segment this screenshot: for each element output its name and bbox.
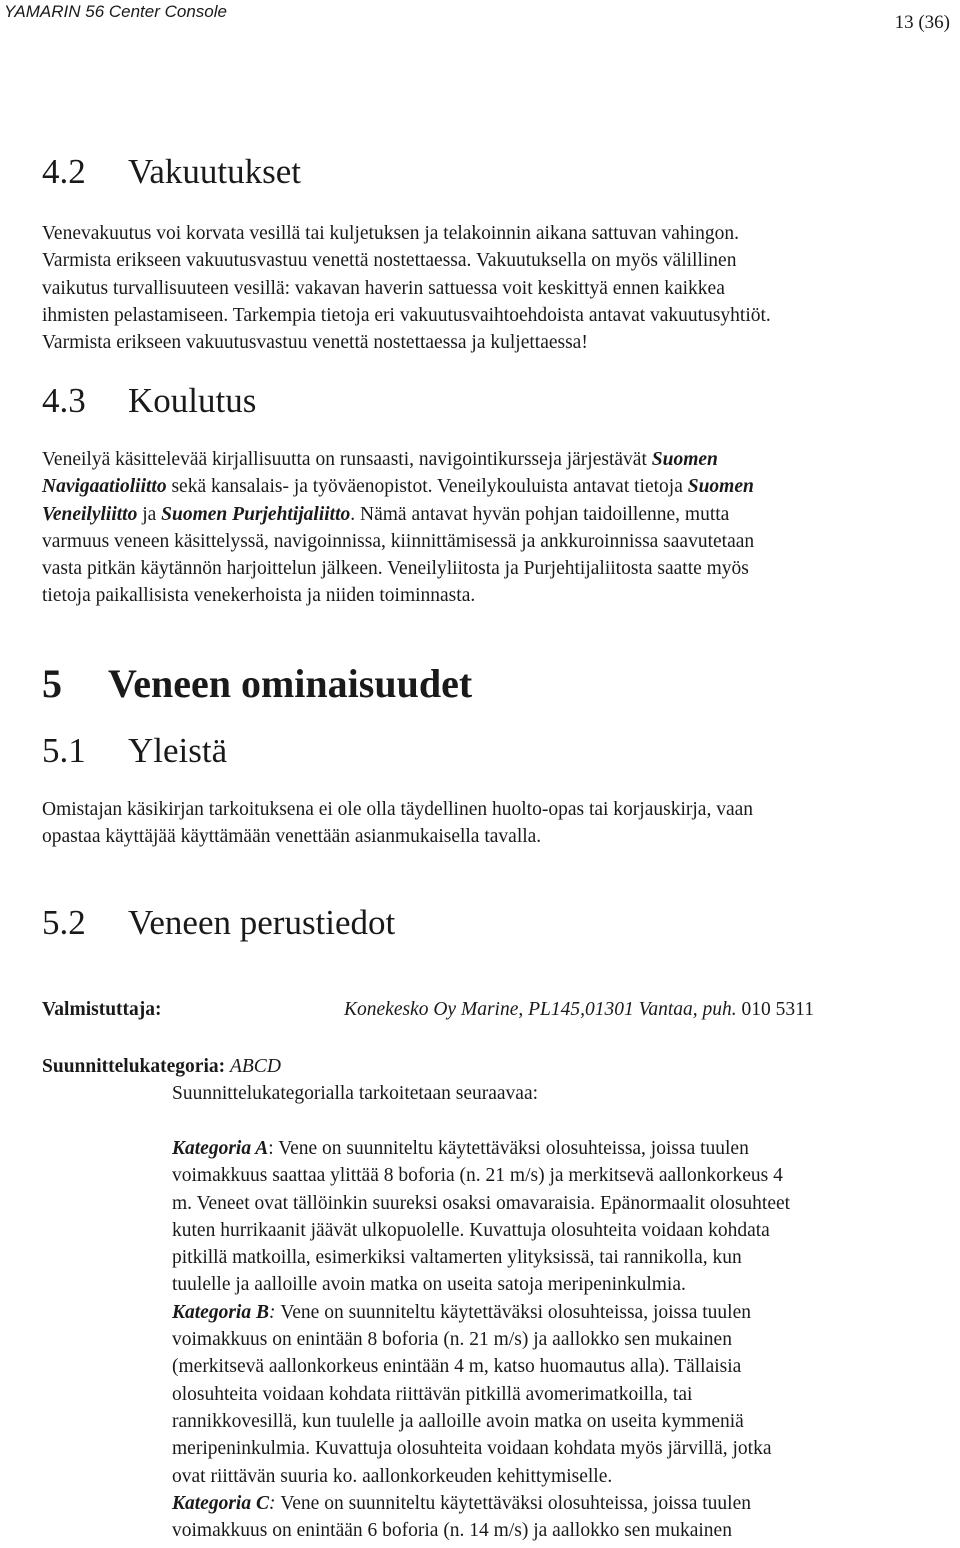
category-c-label: Kategoria C (172, 1492, 269, 1514)
category-list (172, 1135, 790, 1544)
paragraph-line (42, 473, 754, 500)
organization-name: Navigaatioliitto (42, 476, 167, 498)
paragraph-training (42, 446, 754, 610)
paragraph-line: olosuhteita voidaan kohdata riittävän pitkillä avomerimatkoilla, tai (172, 1383, 693, 1405)
organization-name: Veneilyliitto (42, 503, 138, 525)
paragraph-line: varmuus veneen käsittelyssä, navigoinnissa, kiinnittämisessä ja ankkuroinnissa saavutetaan (42, 530, 755, 552)
heading-5 (42, 661, 472, 707)
manufacturer-address: Konekesko Oy Marine, PL145,01301 Vantaa, puh. (344, 999, 737, 1020)
paragraph-line: vasta pitkän käytännön harjoittelun jälkeen. Veneilyliitosta ja Purjehtijaliitosta saatte myös (42, 558, 749, 580)
manufacturer-phone: 010 5311 (736, 999, 814, 1020)
heading-5-1 (42, 731, 227, 771)
page-number: 13 (36) (894, 12, 950, 33)
heading-number: 5.1 (42, 731, 86, 770)
text-run: Vene on suunniteltu käytettäväksi olosuhteissa, joissa tuulen (278, 1138, 749, 1159)
organization-name: Suomen (651, 449, 718, 470)
organization-name: Suomen Purjehtijaliitto (161, 503, 351, 525)
heading-title: Koulutus (128, 381, 257, 420)
manufacturer-row (42, 996, 814, 1023)
paragraph-line: rannikkovesillä, kun tuulelle ja aalloille avoin matka on useita kymmeniä (172, 1410, 744, 1432)
paragraph-line (42, 501, 754, 528)
heading-number: 4.2 (42, 152, 86, 191)
paragraph-line (42, 446, 754, 473)
paragraph-line: opastaa käyttäjää käyttämään venettään asianmukaisella tavalla. (42, 826, 542, 848)
paragraph-line: tietoja paikallisista venekerhoista ja niiden toiminnasta. (42, 585, 476, 607)
paragraph-line: meripeninkulmia. Kuvattuja olosuhteita voidaan kohdata myös järvillä, jotka (172, 1438, 772, 1460)
heading-title: Yleistä (128, 731, 228, 770)
heading-number: 5 (42, 661, 62, 706)
heading-number: 4.3 (42, 381, 86, 420)
category-b-line (172, 1299, 790, 1326)
category-c-line (172, 1490, 790, 1517)
heading-title: Veneen perustiedot (128, 903, 396, 942)
category-b-label: Kategoria B (172, 1301, 269, 1323)
text-run: ja (137, 503, 162, 525)
document-title: YAMARIN 56 Center Console (4, 2, 227, 21)
text-run: Vene on suunniteltu käytettäväksi olosuhteissa, joissa tuulen (280, 1492, 751, 1514)
category-separator: : (268, 1492, 281, 1514)
manufacturer-value (344, 996, 814, 1023)
design-category-intro: Suunnittelukategorialla tarkoitetaan seuraavaa: (172, 1083, 539, 1104)
heading-5-2 (42, 903, 395, 943)
text-run: Veneilyä käsittelevää kirjallisuutta on runsaasti, navigointikursseja järjestävät (42, 449, 652, 470)
paragraph-line: Omistajan käsikirjan tarkoituksena ei ole olla täydellinen huolto-opas tai korjauskirja, vaan (42, 799, 754, 820)
heading-title: Veneen ominaisuudet (108, 661, 473, 706)
paragraph-line: Venevakuutus voi korvata vesillä tai kuljetuksen ja telakoinnin aikana sattuvan vahingon. (42, 223, 739, 244)
paragraph-line: (merkitsevä aallonkorkeus enintään 4 m, katso huomautus alla). Tällaisia (172, 1356, 742, 1378)
paragraph-line: m. Veneet ovat tällöinkin suureksi osaksi omavaraisia. Epänormaalit olosuhteet (172, 1192, 791, 1214)
paragraph-line: ovat riittävän suuria ko. aallonkorkeuden kehittymiselle. (172, 1465, 613, 1487)
heading-title: Vakuutukset (128, 152, 302, 191)
organization-name: Suomen (687, 476, 754, 498)
paragraph-line: Varmista erikseen vakuutusvastuu venettä nostettaessa. Vakuutuksella on myös välillinen (42, 250, 737, 272)
text-run: sekä kansalais- ja työväenopistot. Veneilykouluista antavat tietoja (166, 476, 688, 498)
category-a-line (172, 1135, 790, 1162)
heading-4-2 (42, 152, 301, 192)
text-run: . Nämä antavat hyvän pohjan taidoillenne, mutta (350, 503, 730, 525)
paragraph-line: voimakkuus on enintään 8 boforia (n. 21 m/s) ja aallokko sen mukainen (172, 1329, 732, 1351)
paragraph-insurance (42, 220, 771, 356)
design-category-row (42, 1053, 281, 1080)
paragraph-line: ihmisten pelastamiseen. Tarkempia tietoja eri vakuutusvaihtoehdoista antavat vakuutusyhtiöt. (42, 304, 771, 326)
paragraph-line: pitkillä matkoilla, esimerkiksi valtamerten ylityksissä, tai rannikolla, kun (172, 1247, 742, 1269)
paragraph-line: voimakkuus saattaa ylittää 8 boforia (n. 21 m/s) ja merkitsevä aallonkorkeus 4 (172, 1165, 783, 1187)
paragraph-line: kuten hurrikaanit jäävät ulkopuolelle. Kuvattuja olosuhteita voidaan kohdata (172, 1219, 770, 1241)
paragraph-general (42, 796, 753, 851)
paragraph-line: voimakkuus on enintään 6 boforia (n. 14 m/s) ja aallokko sen mukainen (172, 1520, 732, 1542)
paragraph-line: vaikutus turvallisuuteen vesillä: vakavan haverin sattuessa voit keskittyä ennen kaikkea (42, 277, 725, 299)
manufacturer-label: Valmistuttaja: (42, 999, 162, 1020)
category-separator: : (268, 1301, 281, 1323)
category-separator: : (268, 1138, 279, 1159)
category-a-label: Kategoria A (172, 1138, 269, 1159)
design-category-label: Suunnittelukategoria: (42, 1056, 226, 1077)
design-category-value: ABCD (229, 1056, 281, 1077)
paragraph-line: tuulelle ja aalloille avoin matka on useita satoja meripeninkulmia. (172, 1274, 686, 1296)
heading-number: 5.2 (42, 903, 86, 942)
text-run: Vene on suunniteltu käytettäväksi olosuhteissa, joissa tuulen (280, 1301, 751, 1323)
paragraph-line: Varmista erikseen vakuutusvastuu venettä nostettaessa ja kuljettaessa! (42, 332, 588, 354)
heading-4-3 (42, 381, 256, 421)
